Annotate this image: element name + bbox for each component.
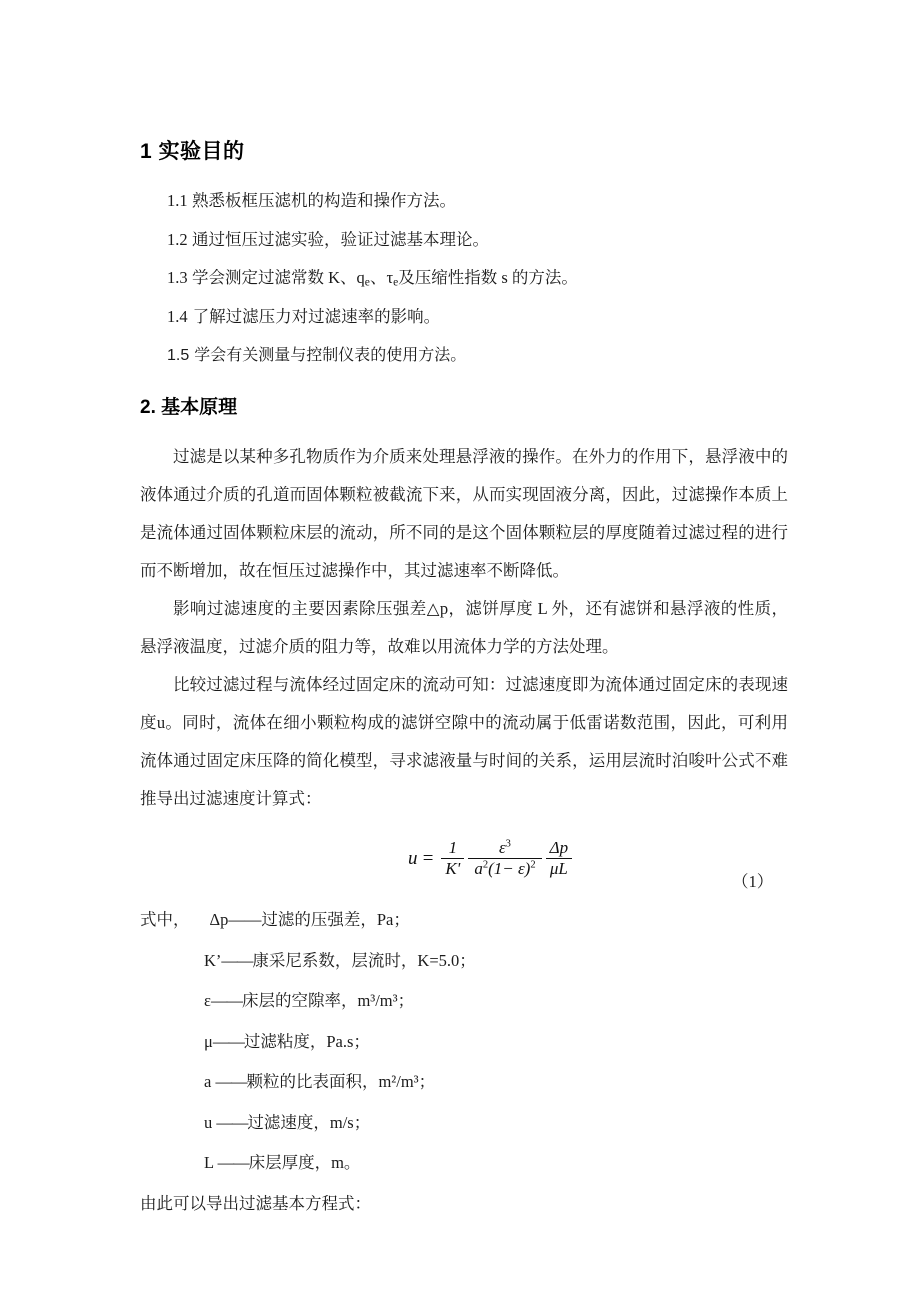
objective-number: 1.2 [167,229,188,249]
definition-item-l [140,1155,788,1172]
objectives-list [140,193,788,364]
fraction-numerator [493,838,517,858]
document-content [140,139,788,1212]
definition-description: 床层的空隙率，m³/m³； [241,991,415,1010]
epsilon-exponent: 3 [505,838,511,850]
definition-description: 过滤的压强差，Pa； [261,910,410,929]
definition-item-k [140,950,788,970]
section-1-heading: 1 实验目的 [140,140,245,163]
objective-number: 1.5 [167,347,190,365]
formula-equals: = [421,847,435,869]
fraction-pressure-term [546,838,572,879]
objective-item-1-1 [140,193,788,210]
definition-symbol: μ [204,1031,213,1051]
principles-body [140,438,788,818]
definition-symbol: K’ [204,950,222,970]
objective-text-part-3: 及压缩性指数 s 的方法。 [398,268,578,288]
formula-row [140,832,788,908]
objective-number: 1.1 [167,191,188,211]
section-2-heading: 2. 基本原理 [140,397,238,419]
definition-dash: —— [212,1031,244,1051]
paragraph-1: 过滤是以某种多孔物质作为介质来处理悬浮液的操作。在外力的作用下，悬浮液中的液体通过介质的孔道而固体颗粒被截流下来，从而实现固液分离，因此，过滤操作本质上是流体通过固体颗粒床层的流动，所不同的是这个固体颗粒层的厚度随着过滤过程的进行而不断增加，故在恒压过滤操作中，其过滤速率不断降低。 [140,447,788,580]
definition-item-delta-p [140,912,788,929]
objective-number: 1.4 [167,306,188,326]
objective-text [192,268,578,287]
formula-lhs: u [408,847,418,869]
section-2-heading-wrap [140,396,788,420]
a-exponent: 2 [482,859,489,871]
paragraph-2: 影响过滤速度的主要因素除压强差△p，滤饼厚度 L 外，还有滤饼和悬浮液的性质，悬浮液温度，过滤介质的阻力等，故难以用流体力学的方法处理。 [140,599,788,656]
one-minus-epsilon: (1− ε) [488,859,531,879]
objective-text: 通过恒压过滤实验，验证过滤基本理论。 [192,229,489,249]
definition-item-a [140,1074,788,1091]
filtration-velocity-formula [408,838,574,879]
definition-symbol: a [204,1072,216,1091]
fraction-numerator: 1 [448,838,458,857]
closing-line: 由此可以导出过滤基本方程式： [140,1193,371,1213]
definition-dash: —— [210,991,242,1010]
fraction-denominator: μL [549,859,568,879]
objective-text: 了解过滤压力对过滤速率的影响。 [192,306,441,326]
fraction-denominator: K' [445,859,461,879]
definition-dash: —— [216,1112,248,1132]
equation-number: （1） [732,872,774,891]
subscript-e-1: e [364,276,370,289]
objective-item-1-5 [140,347,788,364]
epsilon-symbol: ε [498,838,506,857]
definition-item-epsilon [140,993,788,1010]
definition-dash: —— [221,950,253,970]
objective-item-1-2 [140,229,788,249]
definition-description: 床层厚度，m。 [248,1153,361,1172]
definition-item-u [140,1112,788,1132]
objective-item-1-3 [140,270,788,287]
a-symbol: a [474,859,483,879]
definition-dash: —— [215,1072,247,1091]
objective-text-part-2: 、τ [369,268,394,288]
objective-number: 1.3 [167,268,188,288]
fraction-porosity-term [468,838,541,879]
objective-text: 熟悉板框压滤机的构造和操作方法。 [192,191,456,211]
definition-symbol: ε [204,991,211,1010]
objective-text: 学会有关测量与控制仪表的使用方法。 [194,347,467,365]
definition-symbol: L [204,1153,218,1172]
definition-description: 颗粒的比表面积，m²/m³； [246,1072,436,1091]
definition-lead-label: 式中， [140,910,190,929]
definition-dash: —— [228,910,262,929]
definition-item-mu [140,1031,788,1051]
definition-description: 过滤粘度，Pa.s； [243,1031,370,1051]
fraction-one-over-k [441,838,464,879]
definition-description: 康采尼系数，层流时，K=5.0； [252,950,476,970]
objective-item-1-4 [140,306,788,326]
fraction-denominator [468,859,541,879]
definition-symbol: Δp [209,910,229,929]
fraction-numerator: Δp [549,838,569,857]
definition-symbol: u [204,1112,217,1132]
paragraph-3: 比较过滤过程与流体经过固定床的流动可知：过滤速度即为流体通过固定床的表现速度u。同时，流体在细小颗粒构成的滤饼空隙中的流动属于低雷诺数范围，因此，可利用流体通过固定床压降的简化模型，寻求滤液量与时间的关系，运用层流时泊唆叶公式不难推导出过滤速度计算式： [140,675,788,808]
symbol-definition-list [140,912,788,1172]
objective-text-part-1: 学会测定过滤常数 K、q [192,268,365,288]
definition-description: 过滤速度，m/s； [247,1112,371,1132]
definition-dash: —— [217,1153,249,1172]
subscript-e-2: e [393,276,399,289]
one-minus-epsilon-exponent: 2 [530,859,536,871]
